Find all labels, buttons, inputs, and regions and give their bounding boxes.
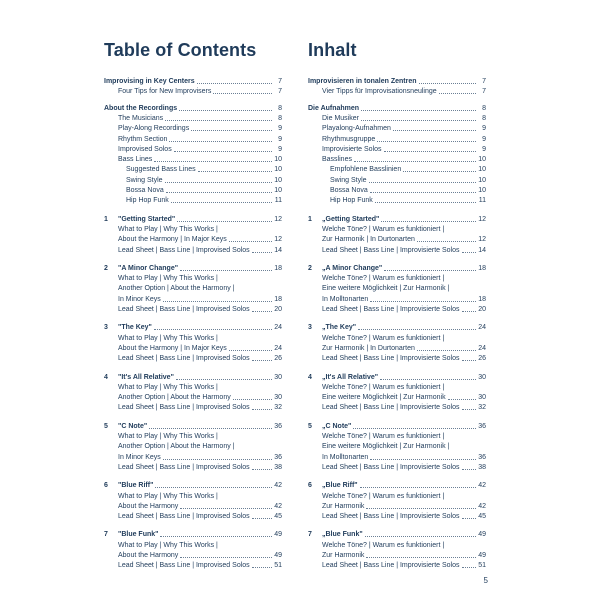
entry-title: Eine weitere Möglichkeit | Zur Harmonik |: [322, 285, 450, 293]
dot-leader: [417, 350, 476, 351]
entry-title: What to Play | Why This Works |: [118, 383, 218, 391]
entry-title: What to Play | Why This Works |: [118, 334, 218, 342]
toc-entry: [104, 86, 282, 97]
chapter-number: 7: [104, 531, 108, 539]
entry-title: What to Play | Why This Works |: [118, 541, 218, 549]
chapter-number: 4: [308, 373, 312, 381]
dot-leader: [176, 379, 272, 380]
dot-leader: [403, 171, 476, 172]
entry-title: Vier Tipps für Improvisationsneulinge: [322, 88, 437, 96]
entry-page: 14: [478, 246, 486, 254]
entry-page: 24: [478, 344, 486, 352]
chapter-number: 7: [308, 531, 312, 539]
entry-title: „Getting Started": [322, 215, 380, 223]
dot-leader: [384, 270, 476, 271]
entry-title: Another Option | About the Harmony: [118, 394, 231, 402]
entry-title: Welche Töne? | Warum es funktioniert |: [322, 225, 445, 233]
entry-title: Playalong-Aufnahmen: [322, 125, 391, 133]
toc-entry: [308, 304, 486, 315]
toc-entry: [308, 353, 486, 364]
entry-title: Zur Harmonik: [322, 502, 365, 510]
chapter-number: 4: [104, 373, 108, 381]
dot-leader: [361, 110, 476, 111]
entry-page: 42: [478, 502, 486, 510]
chapter-number: 6: [104, 482, 108, 490]
dot-leader: [154, 161, 272, 162]
entry-title: Lead Sheet | Bass Line | Improvised Solos: [118, 562, 250, 570]
dot-leader: [369, 182, 476, 183]
dot-leader: [179, 110, 272, 111]
dot-leader: [198, 171, 272, 172]
entry-page: 38: [478, 463, 486, 471]
entry-title: What to Play | Why This Works |: [118, 275, 218, 283]
entry-page: 10: [274, 166, 282, 174]
entry-title: Basslines: [322, 156, 352, 164]
entry-page: 42: [478, 482, 486, 490]
chapter-number: 2: [104, 264, 108, 272]
entry-page: 24: [274, 344, 282, 352]
dot-leader: [375, 202, 476, 203]
dot-leader: [381, 221, 476, 222]
dot-leader: [366, 508, 476, 509]
dot-leader: [366, 557, 476, 558]
entry-page: 24: [478, 324, 486, 332]
page-title-german: Inhalt: [308, 40, 357, 60]
dot-leader: [166, 192, 272, 193]
entry-page: 7: [278, 78, 282, 85]
dot-leader: [370, 459, 476, 460]
entry-page: 36: [478, 453, 486, 461]
entry-page: 49: [478, 552, 486, 559]
dot-leader: [448, 399, 476, 400]
entry-title: Improvising in Key Centers: [104, 78, 195, 85]
entry-title: In Molltonarten: [322, 295, 369, 303]
entry-page: 18: [274, 295, 282, 303]
entry-title: Lead Sheet | Bass Line | Improvisierte Solos: [322, 463, 460, 471]
dot-leader: [163, 459, 272, 460]
entry-page: 32: [274, 404, 282, 412]
entry-title: Lead Sheet | Bass Line | Improvised Solos: [118, 246, 250, 254]
toc-entry: [308, 560, 486, 571]
entry-title: Lead Sheet | Bass Line | Improvisierte Solos: [322, 404, 460, 412]
entry-page: 8: [278, 104, 282, 112]
entry-title: Zur Harmonik | In Durtonarten: [322, 344, 415, 352]
dot-leader: [462, 252, 476, 253]
dot-leader: [354, 161, 476, 162]
entry-page: 45: [274, 513, 282, 521]
entry-title: Lead Sheet | Bass Line | Improvised Solos: [118, 404, 250, 412]
dot-leader: [358, 329, 476, 330]
dot-leader: [252, 360, 272, 361]
entry-page: 14: [274, 246, 282, 254]
entry-title: "Blue Riff": [118, 482, 154, 490]
entry-page: 49: [274, 552, 282, 559]
entry-page: 26: [274, 355, 282, 363]
dot-leader: [160, 536, 272, 537]
entry-title: Welche Töne? | Warum es funktioniert |: [322, 275, 445, 283]
entry-page: 18: [478, 264, 486, 272]
entry-title: About the Harmony: [118, 552, 179, 559]
entry-page: 30: [478, 373, 486, 381]
dot-leader: [165, 182, 272, 183]
dot-leader: [365, 536, 476, 537]
entry-page: 10: [274, 187, 282, 194]
dot-leader: [213, 93, 272, 94]
entry-page: 7: [482, 78, 486, 85]
dot-leader: [165, 120, 272, 121]
entry-page: 20: [274, 306, 282, 313]
entry-title: Zur Harmonik: [322, 552, 365, 559]
entry-title: „The Key": [322, 324, 357, 332]
chapter-number: 1: [308, 215, 312, 223]
entry-page: 32: [478, 404, 486, 412]
entry-page: 30: [274, 373, 282, 381]
toc-entry: [104, 511, 282, 522]
dot-leader: [360, 487, 476, 488]
entry-title: "C Note": [118, 422, 148, 430]
dot-leader: [252, 409, 272, 410]
entry-page: 36: [274, 453, 282, 461]
entry-page: 42: [274, 502, 282, 510]
entry-title: "The Key": [118, 324, 152, 332]
entry-page: 51: [274, 562, 282, 570]
entry-title: Eine weitere Möglichkeit | Zur Harmonik |: [322, 443, 450, 451]
entry-title: About the Harmony | In Major Keys: [118, 344, 227, 352]
dot-leader: [384, 151, 476, 152]
entry-title: What to Play | Why This Works |: [118, 225, 218, 233]
toc-entry: [104, 304, 282, 315]
entry-page: 10: [478, 156, 486, 164]
dot-leader: [229, 241, 272, 242]
dot-leader: [169, 141, 272, 142]
dot-leader: [252, 518, 272, 519]
dot-leader: [149, 428, 272, 429]
entry-page: 10: [274, 176, 282, 184]
dot-leader: [180, 270, 272, 271]
entry-page: 10: [478, 187, 486, 194]
entry-page: 42: [274, 482, 282, 490]
entry-title: Hip Hop Funk: [126, 197, 169, 205]
chapter-number: 5: [104, 422, 108, 430]
entry-page: 9: [482, 145, 486, 153]
entry-title: Die Aufnahmen: [308, 104, 360, 112]
chapter-number: 1: [104, 215, 108, 223]
dot-leader: [419, 83, 476, 84]
entry-page: 11: [274, 197, 282, 205]
entry-title: Rhythm Section: [118, 135, 168, 143]
toc-entry: [308, 245, 486, 256]
toc-entry: [308, 402, 486, 413]
entry-title: What to Play | Why This Works |: [118, 492, 218, 500]
entry-page: 45: [478, 513, 486, 521]
entry-title: Lead Sheet | Bass Line | Improvisierte Solos: [322, 306, 460, 313]
toc-entry: [104, 195, 282, 206]
entry-title: In Minor Keys: [118, 295, 161, 303]
toc-entry: [308, 195, 486, 206]
entry-title: About the Harmony: [118, 502, 179, 510]
entry-title: Lead Sheet | Bass Line | Improvisierte Solos: [322, 513, 460, 521]
dot-leader: [439, 93, 476, 94]
dot-leader: [462, 409, 476, 410]
entry-title: Welche Töne? | Warum es funktioniert |: [322, 541, 445, 549]
entry-title: The Musicians: [118, 114, 164, 122]
entry-page: 11: [478, 197, 486, 205]
dot-leader: [252, 252, 272, 253]
page-title: Table of Contents: [104, 40, 257, 60]
entry-title: Lead Sheet | Bass Line | Improvisierte Solos: [322, 355, 460, 363]
dot-leader: [155, 487, 272, 488]
entry-page: 30: [274, 394, 282, 402]
entry-title: Hip Hop Funk: [330, 197, 373, 205]
dot-leader: [197, 83, 272, 84]
dot-leader: [252, 311, 272, 312]
entry-page: 18: [478, 295, 486, 303]
entry-title: Welche Töne? | Warum es funktioniert |: [322, 334, 445, 342]
entry-page: 38: [274, 463, 282, 471]
dot-leader: [462, 360, 476, 361]
entry-page: 9: [278, 135, 282, 143]
dot-leader: [191, 130, 272, 131]
entry-page: 10: [478, 176, 486, 184]
dot-leader: [252, 469, 272, 470]
entry-title: „A Minor Change": [322, 264, 383, 272]
toc-entry: [104, 560, 282, 571]
entry-title: Swing Style: [330, 176, 367, 184]
entry-page: 12: [274, 215, 282, 223]
entry-page: 26: [478, 355, 486, 363]
entry-page: 7: [278, 88, 282, 96]
entry-title: Another Option | About the Harmony |: [118, 285, 235, 293]
dot-leader: [177, 221, 272, 222]
dot-leader: [353, 428, 476, 429]
entry-title: Die Musiker: [322, 114, 359, 122]
entry-page: 49: [478, 531, 486, 539]
entry-page: 10: [274, 156, 282, 164]
entry-title: Another Option | About the Harmony |: [118, 443, 235, 451]
entry-page: 30: [478, 394, 486, 402]
dot-leader: [417, 241, 476, 242]
entry-title: Improvised Solos: [118, 145, 172, 153]
entry-page: 20: [478, 306, 486, 313]
page-number: 5: [483, 576, 488, 585]
entry-page: 12: [274, 236, 282, 244]
entry-title: Empfohlene Basslinien: [330, 166, 402, 174]
entry-title: Lead Sheet | Bass Line | Improvised Solos: [118, 355, 250, 363]
toc-entry: [104, 402, 282, 413]
entry-page: 9: [278, 125, 282, 133]
entry-title: "Blue Funk": [118, 531, 159, 539]
entry-title: Suggested Bass Lines: [126, 166, 196, 174]
dot-leader: [252, 567, 272, 568]
dot-leader: [462, 469, 476, 470]
entry-title: Swing Style: [126, 176, 163, 184]
dot-leader: [163, 301, 272, 302]
entry-title: „Blue Funk": [322, 531, 363, 539]
toc-entry: [104, 462, 282, 473]
dot-leader: [171, 202, 272, 203]
entry-title: Welche Töne? | Warum es funktioniert |: [322, 433, 445, 440]
entry-page: 8: [482, 104, 486, 112]
entry-title: Rhythmusgruppe: [322, 135, 376, 143]
entry-title: „C Note": [322, 422, 352, 430]
dot-leader: [370, 301, 476, 302]
dot-leader: [180, 508, 272, 509]
entry-title: Bossa Nova: [126, 187, 164, 194]
entry-title: Four Tips for New Improvisers: [118, 88, 212, 96]
entry-page: 10: [478, 166, 486, 174]
entry-title: In Minor Keys: [118, 453, 161, 461]
dot-leader: [462, 311, 476, 312]
entry-title: Lead Sheet | Bass Line | Improvised Solos: [118, 306, 250, 313]
entry-page: 9: [482, 135, 486, 143]
entry-title: About the Recordings: [104, 104, 178, 112]
entry-title: Lead Sheet | Bass Line | Improvised Solos: [118, 513, 250, 521]
entry-page: 8: [482, 114, 486, 122]
entry-title: "Getting Started": [118, 215, 176, 223]
toc-entry: [308, 86, 486, 97]
entry-page: 7: [482, 88, 486, 96]
entry-title: "It's All Relative": [118, 373, 174, 381]
dot-leader: [154, 329, 272, 330]
entry-page: 12: [478, 215, 486, 223]
entry-title: Eine weitere Möglichkeit | Zur Harmonik: [322, 394, 446, 402]
entry-title: Bass Lines: [118, 156, 153, 164]
entry-title: „Blue Riff": [322, 482, 358, 490]
entry-title: Improvisierte Solos: [322, 145, 382, 153]
entry-title: What to Play | Why This Works |: [118, 433, 218, 440]
entry-title: Play-Along Recordings: [118, 125, 190, 133]
dot-leader: [174, 151, 272, 152]
chapter-number: 3: [308, 324, 312, 332]
dot-leader: [229, 350, 272, 351]
entry-title: Bossa Nova: [330, 187, 368, 194]
entry-title: Welche Töne? | Warum es funktioniert |: [322, 383, 445, 391]
dot-leader: [361, 120, 476, 121]
toc-entry: [104, 245, 282, 256]
dot-leader: [370, 192, 476, 193]
dot-leader: [233, 399, 272, 400]
entry-page: 9: [278, 145, 282, 153]
entry-page: 12: [478, 236, 486, 244]
entry-page: 24: [274, 324, 282, 332]
entry-page: 18: [274, 264, 282, 272]
entry-page: 36: [478, 422, 486, 430]
entry-title: About the Harmony | In Major Keys: [118, 236, 227, 244]
entry-title: Lead Sheet | Bass Line | Improvised Solos: [118, 463, 250, 471]
entry-page: 36: [274, 422, 282, 430]
entry-title: Lead Sheet | Bass Line | Improvisierte Solos: [322, 562, 460, 570]
entry-title: In Molltonarten: [322, 453, 369, 461]
toc-entry: [308, 462, 486, 473]
dot-leader: [380, 379, 476, 380]
entry-page: 51: [478, 562, 486, 570]
toc-entry: [104, 353, 282, 364]
toc-entry: [308, 511, 486, 522]
entry-page: 9: [482, 125, 486, 133]
dot-leader: [393, 130, 476, 131]
entry-title: „It's All Relative": [322, 373, 379, 381]
chapter-number: 2: [308, 264, 312, 272]
chapter-number: 5: [308, 422, 312, 430]
dot-leader: [180, 557, 272, 558]
entry-page: 49: [274, 531, 282, 539]
dot-leader: [377, 141, 476, 142]
entry-title: Welche Töne? | Warum es funktioniert |: [322, 492, 445, 500]
entry-title: Lead Sheet | Bass Line | Improvisierte Solos: [322, 246, 460, 254]
chapter-number: 3: [104, 324, 108, 332]
chapter-number: 6: [308, 482, 312, 490]
entry-page: 8: [278, 114, 282, 122]
dot-leader: [462, 518, 476, 519]
entry-title: Zur Harmonik | In Durtonarten: [322, 236, 415, 244]
dot-leader: [462, 567, 476, 568]
entry-title: Improvisieren in tonalen Zentren: [308, 78, 417, 85]
entry-title: "A Minor Change": [118, 264, 179, 272]
